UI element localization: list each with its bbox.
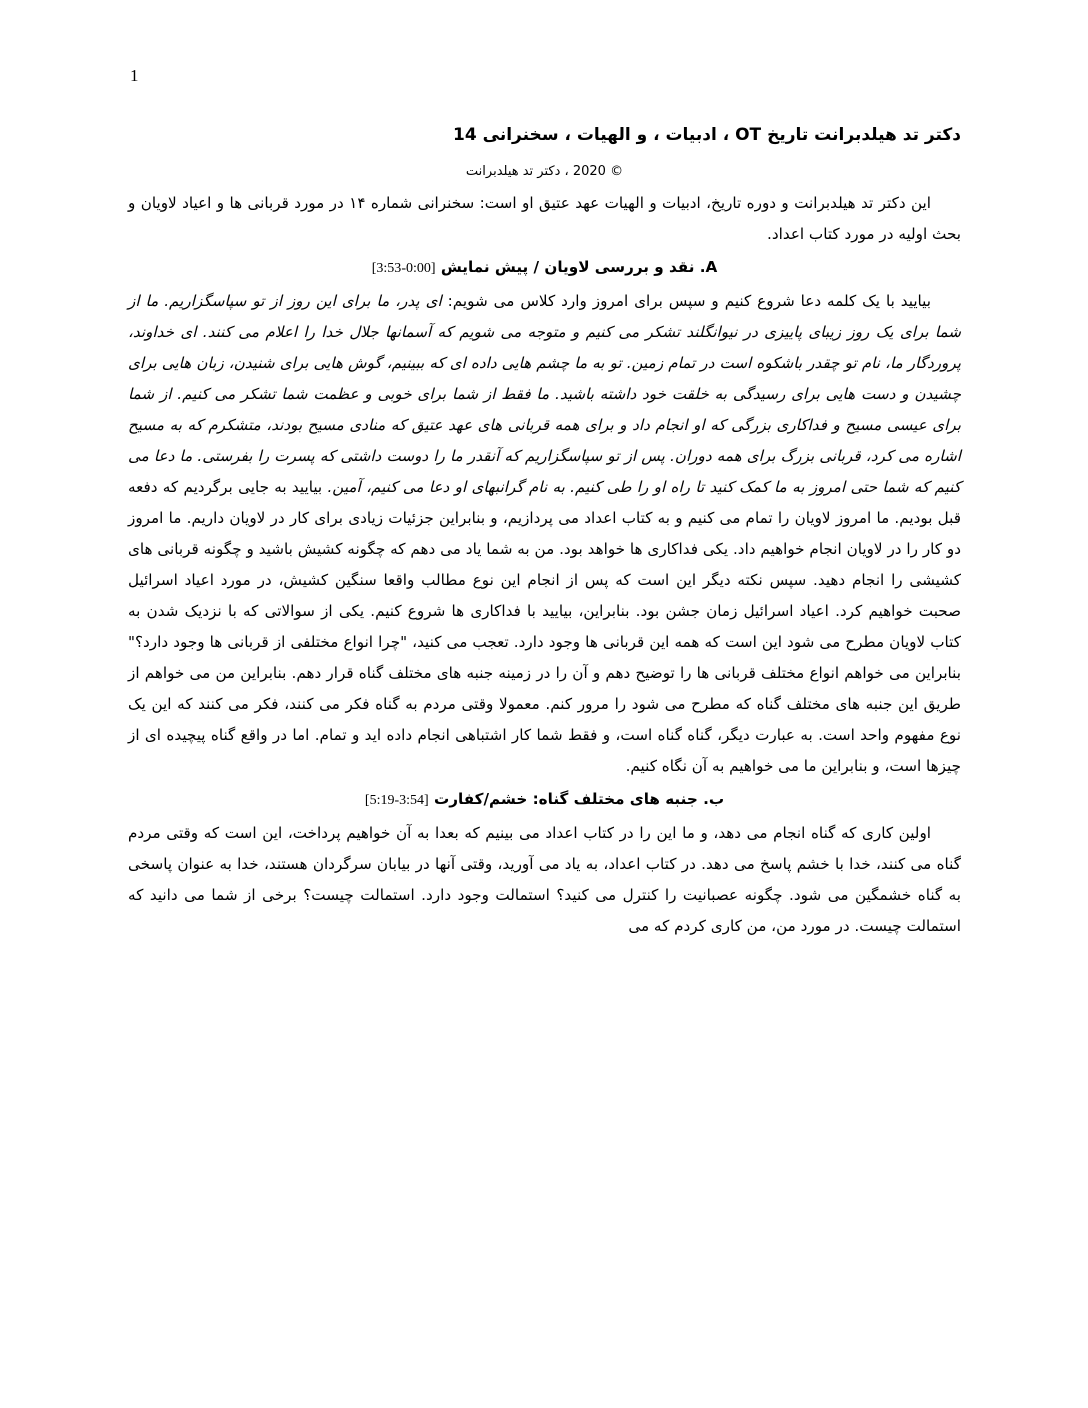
page-number: 1 [130, 66, 139, 85]
section-a-title: A. نقد و بررسی لاویان / پیش نمایش [440, 258, 718, 276]
section-a-body: بیایید به جایی برگردیم که دفعه قبل بودیم. ما امروز لاویان را تمام می کنیم و به کتاب اعداد می پردازیم، و بنابراین جزئیات زیادی برای کار در لاویان داریم. ما امروز دو کار را در لاویان انجام خواهیم داد. یکی فداکاری ها خواهد بود. من به شما یاد می دهم که چگونه کشیش باشید و چگونه قربانی های کشیشی را انجام دهید. سپس نکته دیگر این است که پس از انجام این نوع مطالب واقعا سنگین کشیش، در مورد اعیاد اسرائیل صحبت خواهیم کرد. اعیاد اسرائیل زمان جشن بود. بنابراین، بیایید با فداکاری ها شروع کنیم. یکی از سوالاتی که با نزدیک شدن به کتاب لاویان مطرح می شود این است که همه این قربانی ها وجود دارد. تعجب می کنید، "چرا انواع مختلفی از قربانی ها وجود دارد؟" بنابراین می خواهم انواع مختلف قربانی ها را توضیح دهم و آن را در زمینه جنبه های مختلف گناه قرار دهم. بنابراین من می خواهم از طریق این جنبه های مختلف گناه که مطرح می شود را مرور کنم. معمولا وقتی مردم به گناه فکر می کنند، فکر می کنند که این یک نوع مفهوم واحد است. به عبارت دیگر، گناه گناه است، و فقط شما کار اشتباهی انجام داده اید و تمام. اما در واقع گناه پیچیده ای از چیزها است، و بنابراین ما می خواهیم به آن نگاه کنیم. [128, 478, 961, 775]
section-a-paragraph [128, 286, 961, 782]
section-b-timestamp: [3:54-5:19] [364, 793, 429, 808]
section-a-heading [128, 250, 961, 286]
copyright-notice: © 2020 ، دکتر تد هیلدبرانت [465, 164, 624, 179]
section-b-title: ب. جنبه های مختلف گناه: خشم/کفارت [433, 790, 725, 808]
section-b-paragraph: اولین کاری که گناه انجام می دهد، و ما این را در کتاب اعداد می بینیم که بعدا به آن خواهیم پرداخت، این است که وقتی مردم گناه می کنند، خدا با خشم پاسخ می دهد. در کتاب اعداد، به یاد می آورید، وقتی آنها در بیابان سرگردان هستند، خدا به عنوان پاسخی به گناه خشمگین می شود. چگونه عصبانیت را کنترل می کنید؟ استمالت وجود دارد. استمالت چیست؟ برخی از شما می دانید که استمالت چیست. در مورد من، من کاری کردم که می [128, 824, 961, 935]
section-a-timestamp: [0:00-3:53] [371, 261, 436, 276]
document-body [128, 120, 961, 942]
prayer-lead: بیایید با یک کلمه دعا شروع کنیم و سپس برای امروز وارد کلاس می شویم: [447, 292, 931, 310]
prayer-text: ای پدر، ما برای این روز از تو سپاسگزاریم. ما از شما برای یک روز زیبای پاییزی در نیوانگلند تشکر می کنیم و متوجه می شویم که آسمانها جلال خدا را اعلام می کنند. ای خداوند، پروردگار ما، نام تو چقدر باشکوه است در تمام زمین. تو به ما چشم هایی داده ای که ببینیم، گوش هایی برای شنیدن، زبان هایی برای چشیدن و دست هایی برای رسیدگی به خلقت خود داشته باشید. ما فقط از شما برای خوبی و عظمت شما تشکر می کنیم. از شما برای عیسی مسیح و فداکاری بزرگی که او انجام داد و برای همه قربانی های عهد عتیق که منادی مسیح بودند، متشکرم که به مسیح اشاره می کرد، قربانی بزرگ برای همه دوران. پس از تو سپاسگزاریم که آنقدر ما را دوست داشتی که پسرت را بفرستی. ما دعا می کنیم که شما حتی امروز به ما کمک کنید تا راه او را طی کنیم. به نام گرانبهای او دعا می کنیم، آمین. [128, 292, 961, 496]
intro-paragraph: این دکتر تد هیلدبرانت و دوره تاریخ، ادبیات و الهیات عهد عتیق او است: سخنرانی شماره ۱۴ در مورد قربانی ها و اعیاد لاویان و بحث اولیه در مورد کتاب اعداد. [128, 194, 961, 243]
page-title: دکتر تد هیلدبرانت تاریخ OT ، ادبیات ، و الهیات ، سخنرانی 14 [453, 125, 961, 145]
section-b-heading [128, 782, 961, 818]
